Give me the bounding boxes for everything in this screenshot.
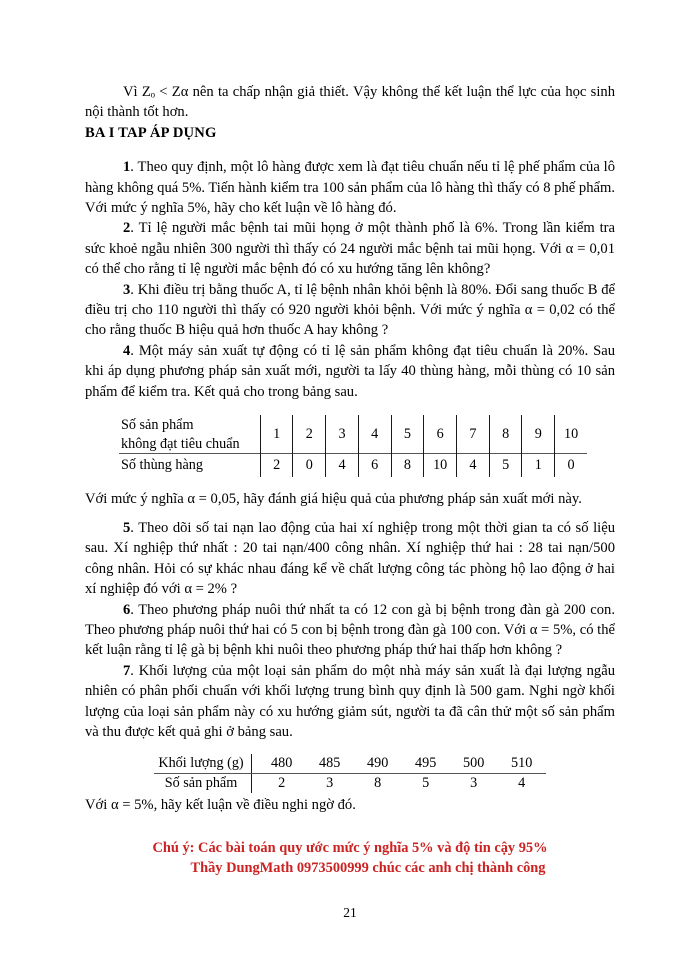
table-2-row2-label: Số sản phẩm bbox=[164, 775, 238, 792]
table-1-cell: 2 bbox=[260, 454, 293, 477]
exercise-2 bbox=[85, 218, 615, 279]
table-2-cell: 510 bbox=[498, 754, 546, 774]
exercise-1 bbox=[85, 157, 615, 218]
table-2-cell: 480 bbox=[251, 754, 306, 774]
exercise-7-text: . Khối lượng của một loại sản phẩm do một nhà máy sản xuất là đại lượng ngẫu nhiên có phân phối chuẩn với khối lượng trung bình quy định là 500 gam. Nghi ngờ khối lượng của loại sản phẩm này có xu hướng giảm sút, người ta đã cân thử một số sản phẩm và thu được kết quả ghi ở bảng sau. bbox=[85, 662, 615, 741]
exercise-1-number: 1 bbox=[123, 159, 131, 176]
table-row bbox=[154, 774, 545, 794]
closing-note-line2: Thầy DungMath 0973500999 chúc các anh chị thành công bbox=[190, 859, 546, 876]
table-1-cell: 4 bbox=[326, 454, 359, 477]
table-1-cell: 10 bbox=[555, 415, 587, 454]
after-table-1-paragraph: Với mức ý nghĩa α = 0,05, hãy đánh giá hiệu quả của phương pháp sản xuất mới này. bbox=[85, 490, 582, 507]
exercise-6-text: . Theo phương pháp nuôi thứ nhất ta có 12 con gà bị bệnh trong đàn gà 200 con. Theo phương pháp nuôi thứ hai có 5 con bị bệnh trong đàn gà 100 con. Với α = 5%, có thể kết luận rằng tỉ lệ gà bị bệnh khi nuôi theo phương pháp thứ hai thấp hơn không ? bbox=[85, 601, 615, 659]
table-1-cell: 8 bbox=[391, 454, 424, 477]
exercise-7 bbox=[85, 661, 615, 743]
exercise-1-text: . Theo quy định, một lô hàng được xem là đạt tiêu chuẩn nếu tỉ lệ phế phẩm của lô hàng không quá 5%. Tiến hành kiểm tra 100 sản phẩm của lô hàng thì thấy có 8 phế phẩm. Với mức ý nghĩa 5%, hãy cho kết luận về lô hàng đó. bbox=[85, 159, 615, 217]
table-2-cell: 3 bbox=[470, 775, 478, 792]
table-1-cell: 0 bbox=[293, 454, 326, 477]
table-1-cell: 1 bbox=[260, 415, 293, 454]
table-1-cell: 8 bbox=[489, 415, 522, 454]
table-1-cell: 4 bbox=[358, 415, 391, 454]
exercise-2-text: . Tỉ lệ người mắc bệnh tai mũi họng ở một thành phố là 6%. Trong lần kiểm tra sức khoẻ ngẫu nhiên 300 người thì thấy có 24 người mắc bệnh tai mũi họng. Với α = 0,01 có thể cho rằng tỉ lệ người mắc bệnh đó có xu hướng tăng lên không? bbox=[85, 220, 615, 278]
table-1-wrapper bbox=[119, 415, 587, 477]
exercise-7-number: 7 bbox=[123, 662, 131, 679]
exercise-4 bbox=[85, 341, 615, 402]
exercise-2-number: 2 bbox=[123, 220, 131, 237]
section-heading: BA I TAP ÁP DỤNG bbox=[85, 124, 217, 141]
spacer bbox=[85, 509, 615, 518]
table-1-row1-label-line2: không đạt tiêu chuẩn bbox=[121, 435, 240, 452]
table-1-cell: 7 bbox=[457, 415, 490, 454]
table-1-row1-label bbox=[119, 415, 260, 454]
table-1-cell: 10 bbox=[424, 454, 457, 477]
document-body bbox=[85, 82, 615, 878]
spacer bbox=[85, 143, 615, 157]
table-2-cell: 2 bbox=[251, 774, 306, 794]
table-2-cell: 4 bbox=[518, 775, 526, 792]
table-1-row2-label: Số thùng hàng bbox=[121, 457, 203, 474]
table-2-cell: 485 bbox=[306, 754, 354, 774]
exercise-4-text: . Một máy sản xuất tự động có tỉ lệ sản phẩm không đạt tiêu chuẩn là 20%. Sau khi áp dụng phương pháp sản xuất mới, người ta lấy 40 thùng hàng, mỗi thùng có 10 sản phẩm để kiểm tra. Kết quả cho trong bảng sau. bbox=[85, 342, 615, 400]
intro-paragraph: Vì Zₒ < Zα nên ta chấp nhận giả thiết. Vậy không thể kết luận thể lực của học sinh nội thành tốt hơn. bbox=[85, 84, 615, 121]
table-1-cell: 4 bbox=[457, 454, 490, 477]
after-table-2-paragraph: Với α = 5%, hãy kết luận về điều nghi ngờ đó. bbox=[85, 797, 356, 814]
exercise-3-text: . Khi điều trị bằng thuốc A, tỉ lệ bệnh nhân khỏi bệnh là 80%. Đổi sang thuốc B để điều trị cho 110 người thì thấy có 920 người khỏi bệnh. Với mức ý nghĩa α = 0,02 có thể cho rằng thuốc B hiệu quả hơn thuốc A hay không ? bbox=[85, 281, 615, 339]
table-1-cell: 5 bbox=[489, 454, 522, 477]
table-row bbox=[119, 454, 587, 477]
table-2-row1-label: Khối lượng (g) bbox=[154, 754, 251, 774]
exercise-6 bbox=[85, 600, 615, 661]
table-1-row1-label-line1: Số sản phẩm bbox=[121, 417, 194, 434]
exercise-4-number: 4 bbox=[123, 342, 131, 359]
exercise-5-number: 5 bbox=[123, 520, 131, 536]
exercise-3 bbox=[85, 280, 615, 341]
table-1-cell: 2 bbox=[293, 415, 326, 454]
table-1-cell: 9 bbox=[522, 415, 555, 454]
table-1-cell: 0 bbox=[555, 454, 587, 477]
table-1-cell: 6 bbox=[424, 415, 457, 454]
table-2-cell: 8 bbox=[374, 775, 382, 792]
exercise-6-number: 6 bbox=[123, 601, 131, 618]
table-2-cell: 500 bbox=[450, 754, 498, 774]
closing-note-line1: Chú ý: Các bài toán quy ước mức ý nghĩa 5% và độ tin cậy 95% bbox=[152, 839, 548, 856]
table-1-cell: 3 bbox=[326, 415, 359, 454]
table-2-cell: 3 bbox=[326, 775, 334, 792]
page-number: 21 bbox=[343, 905, 357, 920]
table-2-cell: 5 bbox=[422, 775, 430, 792]
table-2-cell: 490 bbox=[354, 754, 402, 774]
table-1-cell: 5 bbox=[391, 415, 424, 454]
closing-note bbox=[85, 838, 615, 878]
table-2-wrapper bbox=[85, 754, 615, 793]
exercise-5-text: . Theo dõi số tai nạn lao động của hai xí nghiệp trong một thời gian ta có số liệu sau. Xí nghiệp thứ nhất : 20 tai nạn/400 công nhân. Xí nghiệp thứ hai : 28 tai nạn/500 công nhân. Hỏi có sự khác nhau đáng kể về chất lượng công tác phòng hộ lao động ở hai xí nghiệp đó với α = 2% ? bbox=[85, 520, 615, 598]
table-2-cell: 495 bbox=[402, 754, 450, 774]
exercise-3-number: 3 bbox=[123, 281, 131, 298]
table-row bbox=[154, 754, 545, 774]
exercise-5 bbox=[85, 518, 615, 600]
table-2 bbox=[154, 754, 545, 793]
table-1-cell: 6 bbox=[358, 454, 391, 477]
table-1 bbox=[119, 415, 587, 477]
table-row bbox=[119, 415, 587, 454]
table-1-cell: 1 bbox=[522, 454, 555, 477]
